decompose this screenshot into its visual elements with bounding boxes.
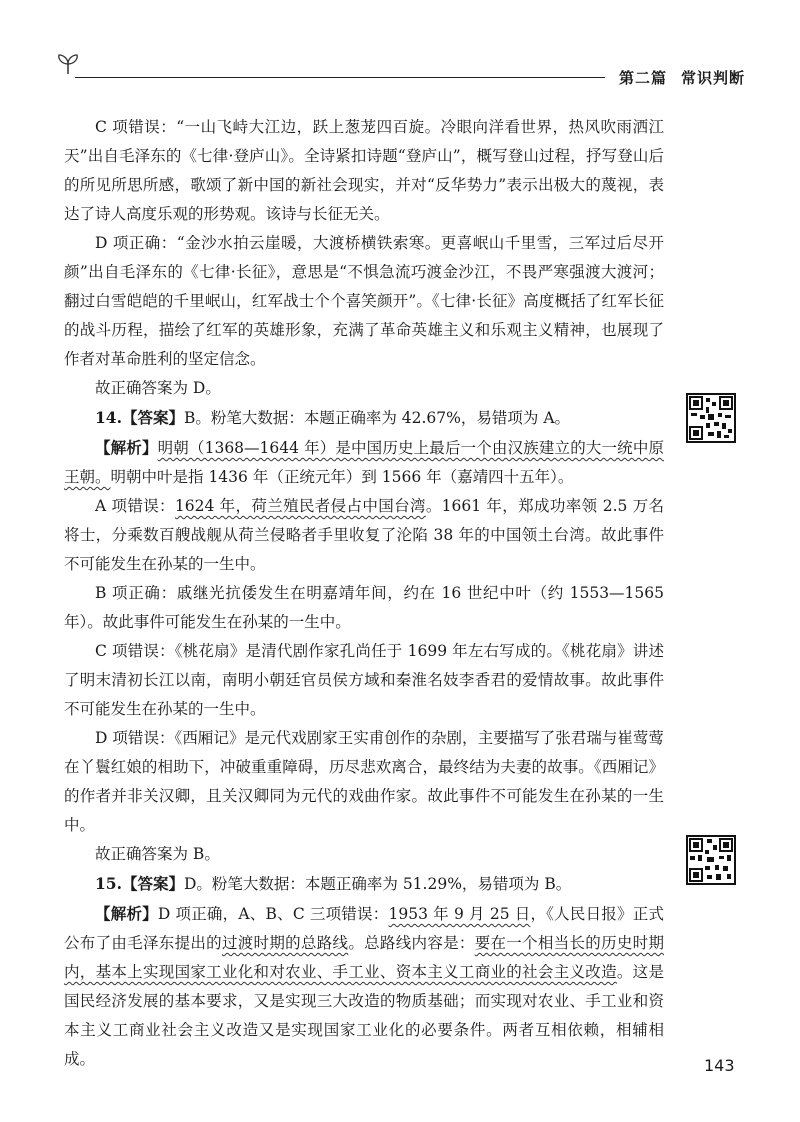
q15-analysis-mid1: ，《人民日报》正式公布了由毛泽东提出的 bbox=[64, 905, 664, 952]
q15-highlight-content: 要在一个相当长的历史时期内，基本上实现国家工业化和对农业、手工业、资本主义工商业的社会主义改造 bbox=[64, 934, 664, 981]
paragraph-q15-answer bbox=[64, 869, 664, 899]
header-part: 第二篇 bbox=[618, 69, 667, 87]
header-section: 常识判断 bbox=[680, 69, 745, 87]
paragraph-q13-conclusion: 故正确答案为 D。 bbox=[95, 379, 221, 397]
header-rule bbox=[75, 77, 605, 78]
paragraph-q14-d: D 项错误：《西厢记》是元代戏剧家王实甫创作的杂剧，主要描写了张君瑞与崔莺莺在丫鬟红娘的相助下，冲破重重障碍，历尽悲欢离合，最终结为夫妻的故事。《西厢记》的作者并非关汉卿，且关汉卿同为元代的戏曲作家。故此事件不可能发生在孙某的一生中。 bbox=[64, 729, 664, 834]
page-header bbox=[55, 52, 745, 92]
q14-analysis-highlight: 明朝（1368—1644 年）是中国历史上最后一个由汉族建立的大一统中原王朝。 bbox=[64, 439, 664, 486]
paragraph-q14-analysis bbox=[64, 433, 664, 492]
q15-analysis-mid2: 。总路线内容是： bbox=[348, 934, 475, 952]
q15-highlight-line: 过渡时期的总路线 bbox=[221, 934, 349, 952]
paragraph-q14-answer bbox=[64, 403, 664, 433]
sprout-icon bbox=[55, 52, 81, 76]
qr-code-q14[interactable] bbox=[686, 393, 736, 443]
paragraph-q13-d: D 项正确：“金沙水拍云崖暖，大渡桥横铁索寒。更喜岷山千里雪，三军过后尽开颜”出自毛泽东的《七律·长征》，意思是“不惧急流巧渡金沙江，不畏严寒强渡大渡河；翻过白雪皑皑的千里岷山，红军战士个个喜笑颜开”。《七律·长征》高度概括了红军长征的战斗历程，描绘了红军的英雄形象，充满了革命英雄主义和乐观主义精神，也展现了作者对革命胜利的坚定信念。 bbox=[64, 234, 664, 368]
q15-analysis-post: 。这是国民经济发展的基本要求，又是实现三大改造的物质基础；而实现对农业、手工业和资本主义工商业社会主义改造又是实现国家工业化的必要条件。两者互相依赖，相辅相成。 bbox=[64, 963, 664, 1068]
paragraph-q14-conclusion: 故正确答案为 B。 bbox=[95, 845, 220, 863]
q14-answer-text: B。粉笔大数据：本题正确率为 42.67%，易错项为 A。 bbox=[183, 409, 571, 427]
q14-a-highlight: 1624 年，荷兰殖民者侵占中国台湾 bbox=[174, 497, 426, 515]
page-number: 143 bbox=[704, 1056, 735, 1075]
q15-highlight-date: 1953 年 9 月 25 日 bbox=[388, 905, 531, 923]
q15-answer-label: 15.【答案】 bbox=[95, 874, 184, 893]
paragraph-q14-c: C 项错误：《桃花扇》是清代剧作家孔尚任于 1699 年左右写成的。《桃花扇》讲述了明末清初长江以南，南明小朝廷官员侯方域和秦淮名妓李香君的爱情故事。故此事件不可能发生在孙某的一生中。 bbox=[64, 642, 664, 718]
header-title bbox=[619, 67, 745, 88]
q15-answer-text: D。粉笔大数据：本题正确率为 51.29%，易错项为 B。 bbox=[183, 875, 572, 893]
paragraph-q15-analysis bbox=[64, 899, 664, 1074]
qr-code-icon bbox=[688, 837, 734, 883]
paragraph-q14-a bbox=[64, 492, 664, 579]
q15-analysis-pre: D 项正确，A、B、C 三项错误： bbox=[157, 905, 389, 923]
paragraph-q13-c: C 项错误：“一山飞峙大江边，跃上葱茏四百旋。冷眼向洋看世界，热风吹雨洒江天”出自毛泽东的《七律·登庐山》。全诗紧扣诗题“登庐山”，概写登山过程，抒写登山后的所见所思所感，歌颂了新中国的新社会现实，并对“反华势力”表示出极大的蔑视，表达了诗人高度乐观的形势观。该诗与长征无关。 bbox=[64, 118, 664, 223]
q15-analysis-label: 【解析】 bbox=[95, 904, 158, 923]
q14-analysis-text: 明朝中叶是指 1436 年（正统元年）到 1566 年（嘉靖四十五年）。 bbox=[110, 468, 574, 486]
q14-a-lead: A 项错误： bbox=[95, 497, 175, 515]
paragraph-q14-b: B 项正确：戚继光抗倭发生在明嘉靖年间，约在 16 世纪中叶（约 1553—1565 年）。故此事件可能发生在孙某的一生中。 bbox=[64, 584, 664, 631]
q14-answer-label: 14.【答案】 bbox=[95, 408, 184, 427]
q14-a-text: 。1661 年，郑成功率领 2.5 万名将士，分乘数百艘战舰从荷兰侵略者手里收复了沦陷 38 年的中国领土台湾。故此事件不可能发生在孙某的一生中。 bbox=[64, 497, 665, 573]
q14-analysis-label: 【解析】 bbox=[95, 438, 158, 457]
qr-code-q15[interactable] bbox=[686, 835, 736, 885]
page-body bbox=[64, 113, 664, 1074]
qr-code-icon bbox=[688, 395, 734, 441]
